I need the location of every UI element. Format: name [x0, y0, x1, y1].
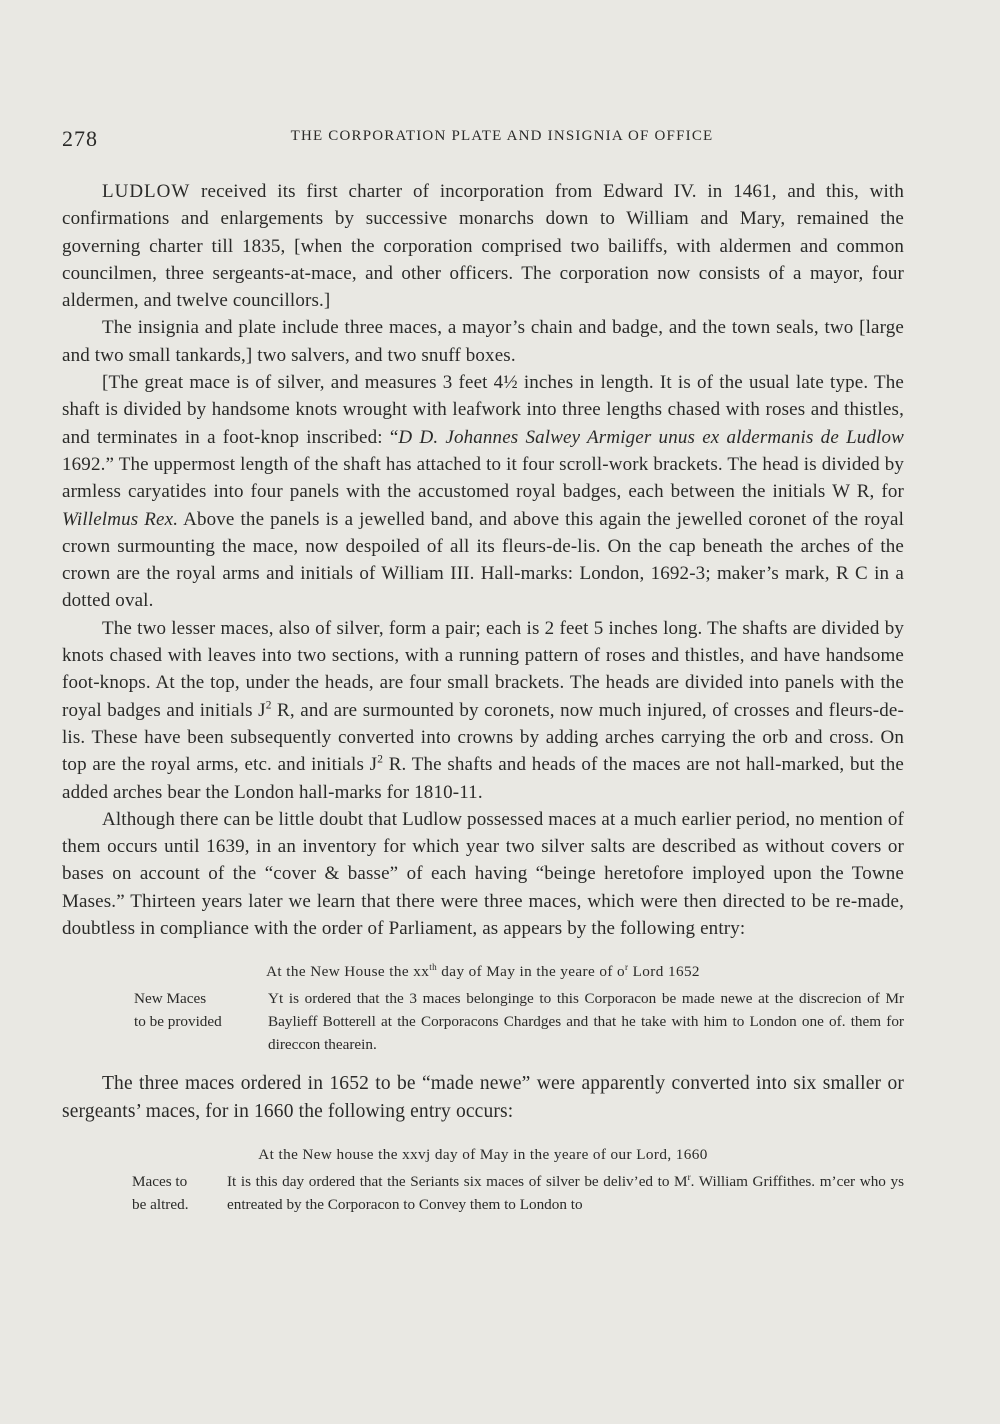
paragraph-charter [62, 178, 904, 314]
record-1652 [62, 960, 904, 1056]
lead-word: LUDLOW [102, 181, 191, 202]
record-row [132, 1170, 904, 1216]
record-title [62, 960, 904, 983]
superscript: th [429, 962, 438, 973]
record-entry-text: It is this day ordered that the Seriants six maces of silver be deliv’ed to M [227, 1172, 688, 1190]
paragraph-conversion: The three maces ordered in 1652 to be “made newe” were apparently converted into six smaller or sergeants’ maces, for in 1660 the following entry occurs: [62, 1073, 904, 1122]
paragraph-great-mace [62, 369, 904, 615]
record-title: At the New house the xxvj day of May in the yeare of our Lord, 1660 [258, 1145, 708, 1163]
superscript: 2 [265, 699, 272, 712]
superscript: 2 [377, 753, 384, 766]
paragraph-history: Although there can be little doubt that Ludlow possessed maces at a much earlier period, no mention of them occurs until 1639, in an inventory for which year two silver salts are described as without covers or bases on account of the “cover & basse” of each having “beinge heretofore imployed upon the Towne Mases.” Thirteen years later we learn that there were three maces, which were then directed to be re-made, doubtless in compliance with the order of Parliament, as appears by the following entry: [62, 808, 904, 940]
margin-note [134, 987, 268, 1056]
page-header [62, 126, 942, 150]
superscript: r [625, 962, 629, 973]
paragraph-text: R. The shafts and heads of the maces are not hall-marked, but the added arches bear the London hall-marks for 1810-11. [62, 754, 904, 803]
page-body [62, 178, 904, 1216]
margin-note-line: to be provided [134, 1013, 222, 1031]
record-entry-text: . William Griffithes. m’cer who ys entreated by the Corporacon to Convey them to London to [227, 1172, 905, 1213]
record-title-text: day of May in the yeare of o [437, 963, 625, 981]
margin-note [132, 1170, 227, 1216]
paragraph-text: 1692.” The uppermost length of the shaft has attached to it four scroll-work brackets. The head is divided by armless caryatides into four panels with the accustomed royal badges, each between the initials W R, for [62, 453, 904, 503]
record-entry [227, 1170, 904, 1216]
paragraph-text: received its first charter of incorporation from Edward IV. in 1461, and this, with confirmations and enlargements by successive monarchs down to William and Mary, remained the governing charter till 1835, [when the corporation comprised two bailiffs, with aldermen and common councilmen, three sergeants-at-mace, and other officers. The corporation now consists of a mayor, four aldermen, and twelve councillors.] [62, 181, 904, 312]
record-entry: Yt is ordered that the 3 maces belonginge to this Corporacon be made newe at the discrecion of Mr Baylieff Botterell at the Corporacons Chardges and that he take with him to London one of. them for direccon thearein. [268, 990, 904, 1054]
paragraph-lesser-maces [62, 615, 904, 806]
record-row [134, 987, 904, 1056]
paragraph-text: The two lesser maces, also of silver, form a pair; each is 2 feet 5 inches long. The shafts are divided by knots chased with leaves into two sections, with a running pattern of roses and thistles, and have handsome foot-knops. At the top, under the heads, are four small brackets. The heads are divided into panels with the royal badges and initials J [62, 617, 904, 721]
superscript: r [687, 1171, 691, 1182]
record-1660 [62, 1143, 904, 1216]
record-title-text: At the New House the xx [266, 963, 430, 981]
running-title: THE CORPORATION PLATE AND INSIGNIA OF OFFICE [290, 128, 714, 144]
margin-note-line: be altred. [132, 1195, 189, 1213]
margin-note-line: Maces to [132, 1172, 188, 1190]
inscription-text: D D. Johannes Salwey Armiger unus ex aldermanis de Ludlow [398, 426, 904, 448]
paragraph-text: Above the panels is a jewelled band, and above this again the jewelled coronet of the royal crown surmounting the mace, now despoiled of all its fleurs-de-lis. On the cap beneath the arches of the crown are the royal arms and initials of William III. Hall-marks: London, 1692-3; maker’s mark, R C in a dotted oval. [62, 508, 904, 612]
margin-note-line: New Maces [134, 990, 207, 1008]
paragraph-insignia: The insignia and plate include three maces, a mayor’s chain and badge, and the town seals, two [large and two small tankards,] two salvers, and two snuff boxes. [62, 317, 904, 366]
record-title-text: Lord 1652 [628, 963, 700, 981]
paragraph-text: R, and are surmounted by coronets, now much injured, of crosses and fleurs-de-lis. These have been subsequently converted into crowns by adding arches carrying the orb and cross. On top are the royal arms, etc. and initials J [62, 699, 904, 776]
paragraph-text: [The great mace is of silver, and measures 3 feet 4½ inches in length. It is of the usual late type. The shaft is divided by handsome knots wrought with leafwork into three lengths chased with roses and thistles, and terminates in a foot-knop inscribed: “ [62, 372, 904, 448]
latin-text: Willelmus Rex. [62, 508, 179, 530]
page-number: 278 [62, 126, 98, 151]
